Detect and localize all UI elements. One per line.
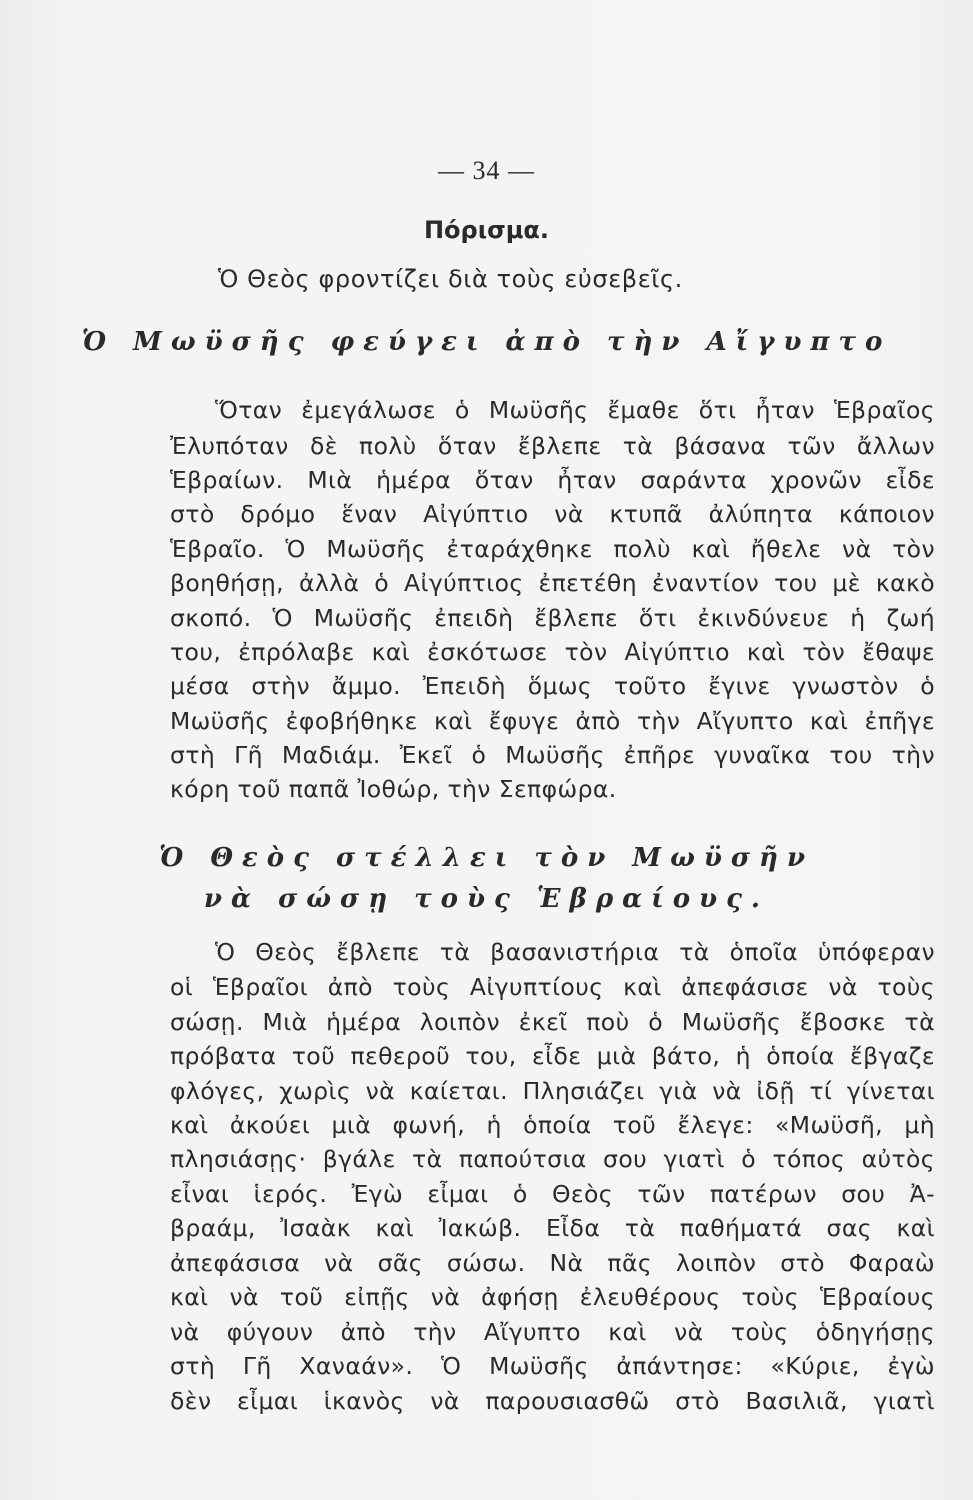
section-title-moses-flees: Ὁ Μωϋσῆς φεύγει ἀπὸ τὴν Αἴγυπτο [81,327,892,357]
text-line: βοηθήσῃ, ἀλλὰ ὁ Αἰγύπτιος ἐπετέθη ἐναντίον του μὲ κακὸ [170,569,935,597]
text-line: Ἑβραῖο. Ὁ Μωϋσῆς ἐταράχθηκε πολὺ καὶ ἤθελε νὰ τὸν [170,535,935,563]
text-line: δὲν εἶμαι ἱκανὸς νὰ παρουσιασθῶ στὸ Βασιλιᾶ, γιατὶ [170,1387,935,1415]
text-line: βραάμ, Ἰσαὰκ καὶ Ἰακώβ. Εἶδα τὰ παθήματά σας καὶ [170,1214,935,1242]
text-line: στὴ Γῆ Μαδιάμ. Ἐκεῖ ὁ Μωϋσῆς ἐπῆρε γυναῖκα του τὴν [170,741,935,769]
text-line: στὴ Γῆ Χαναάν». Ὁ Μωϋσῆς ἀπάντησε: «Κύριε, ἐγὼ [170,1352,935,1380]
text-line: οἱ Ἑβραῖοι ἀπὸ τοὺς Αἰγυπτίους καὶ ἀπεφάσισε νὰ τοὺς [170,973,935,1001]
text-line: καὶ νὰ τοῦ εἰπῇς νὰ ἀφήσῃ ἐλευθέρους τοὺς Ἑβραίους [170,1283,935,1311]
text-line: Ὅταν ἐμεγάλωσε ὁ Μωϋσῆς ἔμαθε ὅτι ἦταν Ἑβραῖος [215,396,935,424]
text-line: σώσῃ. Μιὰ ἡμέρα λοιπὸν ἐκεῖ ποὺ ὁ Μωϋσῆς ἔβοσκε τὰ [170,1008,935,1036]
text-line: εἶναι ἱερός. Ἐγὼ εἶμαι ὁ Θεὸς τῶν πατέρων σου Ἀ- [170,1180,935,1208]
text-line: του, ἐπρόλαβε καὶ ἐσκότωσε τὸν Αἰγύπτιο καὶ τὸν ἔθαψε [170,638,935,666]
text-line: καὶ ἀκούει μιὰ φωνή, ἡ ὁποία τοῦ ἔλεγε: «Μωϋσῆ, μὴ [170,1111,935,1139]
text-line: πρόβατα τοῦ πεθεροῦ του, εἶδε μιὰ βάτο, ἡ ὁποία ἔβγαζε [170,1042,935,1070]
section-title-god-sends-moses-line2: νὰ σώσῃ τοὺς Ἑβραίους. [204,884,769,914]
text-line: Ἑβραίων. Μιὰ ἡμέρα ὅταν ἦταν σαράντα χρονῶν εἶδε [170,466,935,494]
section-title-god-sends-moses-line1: Ὁ Θεὸς στέλλει τὸν Μωϋσῆν [158,843,814,873]
page-number: — 34 — [438,156,535,185]
text-line: Ὁ Θεὸς ἔβλεπε τὰ βασανιστήρια τὰ ὁποῖα ὑπόφεραν [215,938,935,966]
text-line: Ἐλυπόταν δὲ πολὺ ὅταν ἔβλεπε τὰ βάσανα τῶν ἄλλων [170,432,935,460]
text-line: φλόγες, χωρὶς νὰ καίεται. Πλησιάζει γιὰ νὰ ἰδῇ τί γίνεται [170,1077,935,1105]
text-line: στὸ δρόμο ἕναν Αἰγύπτιο νὰ κτυπᾶ ἀλύπητα κάποιον [170,500,935,528]
corollary-title: Πόρισμα. [423,216,550,244]
text-line: σκοπό. Ὁ Μωϋσῆς ἐπειδὴ ἔβλεπε ὅτι ἐκινδύνευε ἡ ζωή [170,604,935,632]
text-line: μέσα στὴν ἄμμο. Ἐπειδὴ ὅμως τοῦτο ἔγινε γνωστὸν ὁ [170,672,935,700]
text-line: πλησιάσῃς· βγάλε τὰ παπούτσια σου γιατὶ ὁ τόπος αὐτὸς [170,1145,935,1173]
text-line: κόρη τοῦ παπᾶ Ἰοθώρ, τὴν Σεπφώρα. [170,775,617,803]
text-line: ἀπεφάσισα νὰ σᾶς σώσω. Νὰ πᾶς λοιπὸν στὸ Φαραὼ [170,1249,935,1277]
corollary-text: Ὁ Θεὸς φροντίζει διὰ τοὺς εὐσεβεῖς. [218,265,683,293]
text-line: Μωϋσῆς ἐφοβήθηκε καὶ ἔφυγε ἀπὸ τὴν Αἴγυπτο καὶ ἐπῆγε [170,707,935,735]
text-line: νὰ φύγουν ἀπὸ τὴν Αἴγυπτο καὶ νὰ τοὺς ὁδηγήσῃς [170,1318,935,1346]
